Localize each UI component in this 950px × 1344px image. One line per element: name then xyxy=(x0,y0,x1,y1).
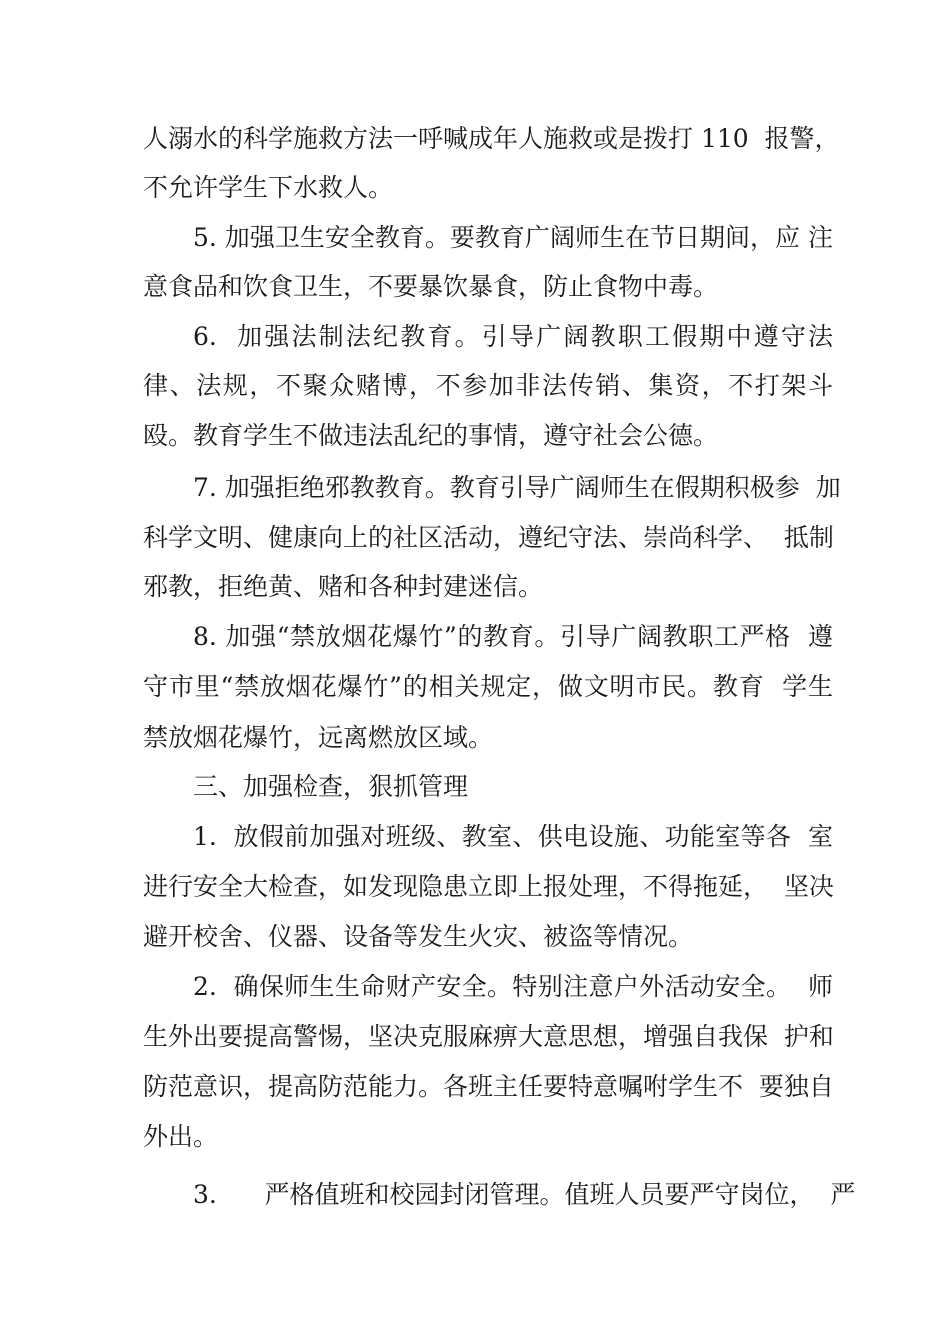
text-line: 人溺水的科学施救方法一呼喊成年人施救或是拨打 110 报警， xyxy=(143,124,840,153)
text-line: 避开校舍、仪器、设备等发生火灾、被盗等情况。 xyxy=(143,922,694,951)
list-item-3-line: 3. 严格值班和校园封闭管理。值班人员要严守岗位， 严 xyxy=(193,1180,856,1209)
section-heading: 三、加强检查，狠抓管理 xyxy=(193,772,469,801)
text-line: 邪教，拒绝黄、赌和各种封建迷信。 xyxy=(143,572,544,601)
text-line: 外出。 xyxy=(143,1122,219,1151)
text-line: 防范意识，提高防范能力。各班主任要特意嘱咐学生不 要独自 xyxy=(143,1072,834,1101)
list-item-6-line: 6. 加强法制法纪教育。引导广阔教职工假期中遵守法 xyxy=(193,322,833,351)
list-item-8-line: 8. 加强“禁放烟花爆竹”的教育。引导广阔教职工严格 遵 xyxy=(193,622,833,651)
list-item-2-line: 2. 确保师生生命财产安全。特别注意户外活动安全。 师 xyxy=(193,972,833,1001)
text-line: 不允许学生下水救人。 xyxy=(143,173,394,202)
text-line: 进行安全大检查，如发现隐患立即上报处理，不得拖延， 坚决 xyxy=(143,872,834,901)
list-item-7-line: 7. 加强拒绝邪教教育。教育引导广阔师生在假期积极参 加 xyxy=(193,473,841,502)
text-line: 生外出要提高警惕，坚决克服麻痹大意思想，增强自我保 护和 xyxy=(143,1022,834,1051)
text-line: 殴。教育学生不做违法乱纪的事情，遵守社会公德。 xyxy=(143,421,719,450)
list-item-1-line: 1. 放假前加强对班级、教室、供电设施、功能室等各 室 xyxy=(193,822,833,851)
text-line: 科学文明、健康向上的社区活动，遵纪守法、崇尚科学、 抵制 xyxy=(143,523,834,552)
text-line: 守市里“禁放烟花爆竹”的相关规定，做文明市民。教育 学生 xyxy=(143,672,833,701)
text-line: 禁放烟花爆竹，远离燃放区域。 xyxy=(143,723,494,752)
text-line: 律、法规，不聚众赌博，不参加非法传销、集资，不打架斗 xyxy=(143,371,833,400)
text-line: 意食品和饮食卫生，不要暴饮暴食，防止食物中毒。 xyxy=(143,272,719,301)
list-item-5-line: 5. 加强卫生安全教育。要教育广阔师生在节日期间，应 注 xyxy=(193,223,833,252)
